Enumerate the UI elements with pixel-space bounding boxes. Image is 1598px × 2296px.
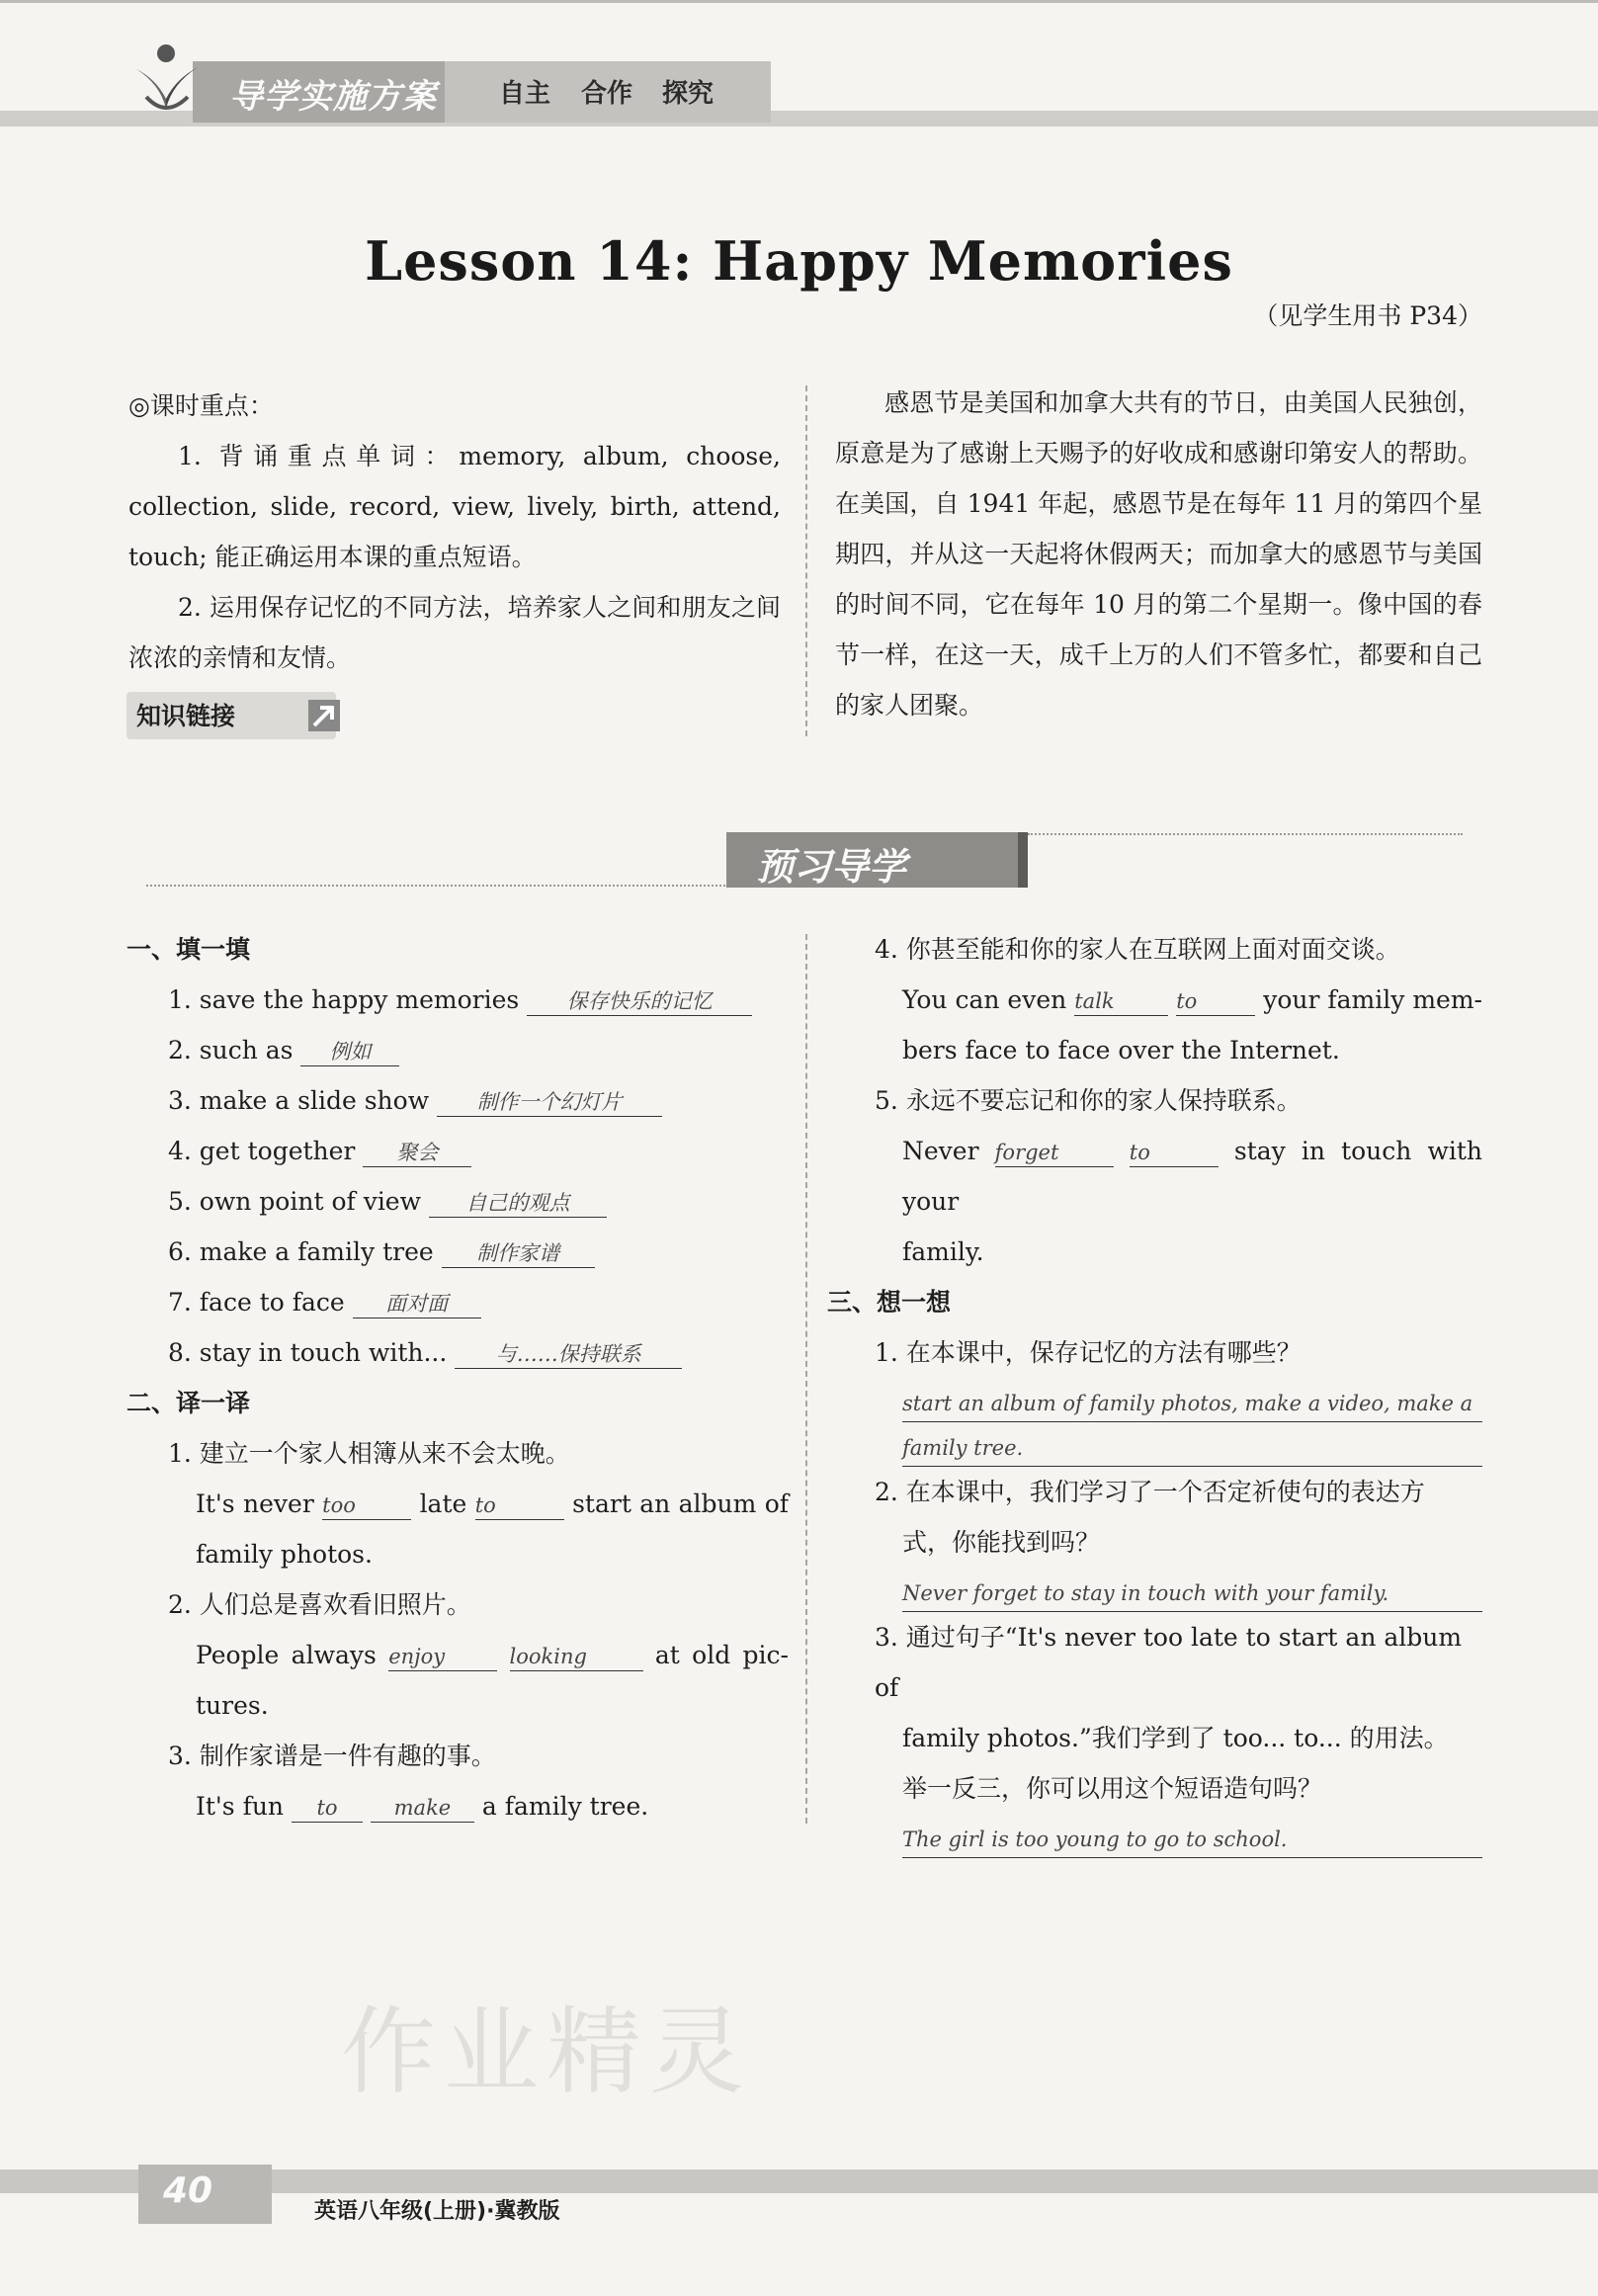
fill-a7: 面对面	[353, 1290, 481, 1318]
q5-blank-2: to	[1130, 1139, 1219, 1167]
top-column-divider	[805, 385, 807, 736]
q1-blank-2: to	[475, 1491, 564, 1520]
think-q2-line1: 2. 在本课中，我们学习了一个否定祈使句的表达方	[875, 1478, 1425, 1506]
fill-q5: 5. own point of view	[168, 1187, 422, 1216]
section1-heading: 一、填一填	[126, 935, 251, 964]
think-a1-line1: start an album of family photos, make a video, make a	[902, 1378, 1482, 1422]
sprout-logo-icon	[126, 40, 206, 123]
thanksgiving-paragraph: 感恩节是美国和加拿大共有的节日，由美国人民独创，原意是为了感谢上天赐予的好收成和感谢印第安人的帮助。在美国，自 1941 年起，感恩节是在每年 11 月的第四个星期四，并从这一天起将休假两天；而加拿大的感恩节与美国的时间不同，它在每年 10 月的第二个星期一。像中国的春节一样，在这一天，成千上万的人们不管多忙，都要和自己的家人团聚。	[835, 388, 1482, 720]
q2-text-b: at old pic-	[654, 1641, 789, 1669]
q3-blank-2: make	[371, 1794, 474, 1823]
translate-q1-en-cont: family photos.	[196, 1540, 373, 1569]
fill-item	[126, 1327, 789, 1378]
fill-a6: 制作家谱	[442, 1239, 595, 1268]
fill-a8: 与……保持联系	[455, 1340, 682, 1369]
q2-blank-2: looking	[510, 1643, 643, 1671]
q5-text-b: stay in touch with your	[902, 1137, 1483, 1216]
fill-q2: 2. such as	[168, 1036, 294, 1064]
think-q1: 1. 在本课中，保存记忆的方法有哪些？	[875, 1338, 1302, 1367]
q3-blank-1: to	[292, 1794, 363, 1823]
fill-item	[126, 1277, 789, 1327]
q2-text-a: People always	[196, 1641, 377, 1669]
fill-a5: 自己的观点	[429, 1189, 607, 1218]
section3-heading: 三、想一想	[827, 1288, 952, 1317]
section-fill-in	[126, 924, 789, 1831]
fill-q6: 6. make a family tree	[168, 1237, 434, 1266]
fill-item	[126, 1176, 789, 1227]
fill-a3: 制作一个幻灯片	[437, 1088, 662, 1117]
translate-q4-en-cont: bers face to face over the Internet.	[902, 1036, 1340, 1064]
arrow-icon	[306, 698, 342, 737]
fill-a4: 聚会	[363, 1139, 471, 1167]
q4-blank-1: talk	[1074, 987, 1168, 1016]
fill-q4: 4. get together	[168, 1137, 356, 1165]
page-number: 40	[163, 2170, 213, 2211]
translate-q5-en	[835, 1126, 1482, 1227]
banner-rule-left	[146, 885, 729, 887]
think-q3-line3: 举一反三，你可以用这个短语造句吗？	[902, 1774, 1323, 1803]
translate-q3-en	[126, 1781, 789, 1831]
fill-item	[126, 1126, 789, 1176]
q1-text-a: It's never	[196, 1489, 314, 1518]
banner-edge	[1018, 832, 1028, 888]
translate-q1-cn: 1. 建立一个家人相簿从来不会太晚。	[168, 1439, 570, 1468]
q4-text-b: your family mem-	[1263, 985, 1483, 1014]
fill-q3: 3. make a slide show	[168, 1086, 430, 1115]
translate-q2-en-cont: tures.	[196, 1691, 269, 1720]
right-column	[827, 924, 1483, 1858]
q1-text-b: late	[419, 1489, 467, 1518]
fill-item	[126, 1025, 789, 1075]
translate-q1-en	[126, 1479, 789, 1529]
fill-a1: 保存快乐的记忆	[527, 987, 752, 1016]
translate-q2-cn: 2. 人们总是喜欢看旧照片。	[168, 1590, 471, 1619]
header-tag-explore: 探究	[662, 79, 715, 109]
fill-q1: 1. save the happy memories	[168, 985, 520, 1014]
q1-text-c: start an album of	[572, 1489, 790, 1518]
lesson-title: Lesson 14: Happy Memories	[365, 229, 1233, 293]
q4-text-a: You can even	[902, 985, 1067, 1014]
fill-item	[126, 975, 789, 1025]
student-book-reference: （见学生用书 P34）	[1253, 301, 1482, 330]
translate-q5-cn: 5. 永远不要忘记和你的家人保持联系。	[875, 1086, 1302, 1115]
q3-text-a: It's fun	[196, 1792, 285, 1821]
think-a2: Never forget to stay in touch with your family.	[902, 1568, 1482, 1612]
header-title: 导学实施方案	[229, 77, 437, 117]
key-points-heading: ◎课时重点：	[128, 391, 274, 420]
key-point-2: 2. 运用保存记忆的不同方法，培养家人之间和朋友之间浓浓的亲情和友情。	[128, 593, 781, 672]
header-tag-cooperate: 合作	[581, 79, 633, 109]
translate-q4-cn: 4. 你甚至能和你的家人在互联网上面对面交谈。	[875, 935, 1400, 964]
fill-q8: 8. stay in touch with...	[168, 1338, 448, 1367]
banner-rule-right	[1028, 833, 1463, 835]
think-a3: The girl is too young to go to school.	[902, 1814, 1482, 1858]
fill-a2: 例如	[300, 1038, 399, 1066]
translate-q3-cn: 3. 制作家谱是一件有趣的事。	[168, 1742, 496, 1770]
bottom-column-divider	[805, 934, 807, 1824]
key-point-1: 1. 背诵重点单词：memory, album, choose, collection, slide, record, view, lively, birth, attend, touch; 能正确运用本课的重点短语。	[128, 442, 781, 571]
knowledge-link-label: 知识链接	[136, 702, 236, 730]
top-border	[0, 0, 1598, 3]
translate-q2-en	[126, 1630, 789, 1680]
think-q3-line1: 3. 通过句子“It's never too late to start an album of	[875, 1623, 1463, 1702]
q3-text-b: a family tree.	[481, 1792, 649, 1821]
fill-item	[126, 1227, 789, 1277]
key-points	[128, 381, 781, 683]
watermark: 作业精灵	[341, 1997, 752, 2107]
q4-blank-2: to	[1176, 987, 1255, 1016]
preview-banner-label: 预习导学	[756, 845, 907, 889]
think-q2-line2: 式，你能找到吗？	[902, 1528, 1101, 1557]
q5-blank-1: forget	[995, 1139, 1114, 1167]
think-q3-line2: family photos.”我们学到了 too... to... 的用法。	[902, 1724, 1449, 1752]
think-a1-line2: family tree.	[902, 1422, 1482, 1467]
q2-blank-1: enjoy	[388, 1643, 497, 1671]
translate-q5-en-cont: family.	[902, 1237, 984, 1266]
fill-q7: 7. face to face	[168, 1288, 345, 1317]
footer-book-title: 英语八年级(上册)·冀教版	[314, 2199, 560, 2224]
header-tag-self: 自主	[499, 79, 551, 109]
translate-q4-en	[835, 975, 1482, 1025]
fill-item	[126, 1075, 789, 1126]
q1-blank-1: too	[322, 1491, 411, 1520]
section2-heading: 二、译一译	[126, 1389, 251, 1417]
q5-text-a: Never	[902, 1137, 979, 1165]
